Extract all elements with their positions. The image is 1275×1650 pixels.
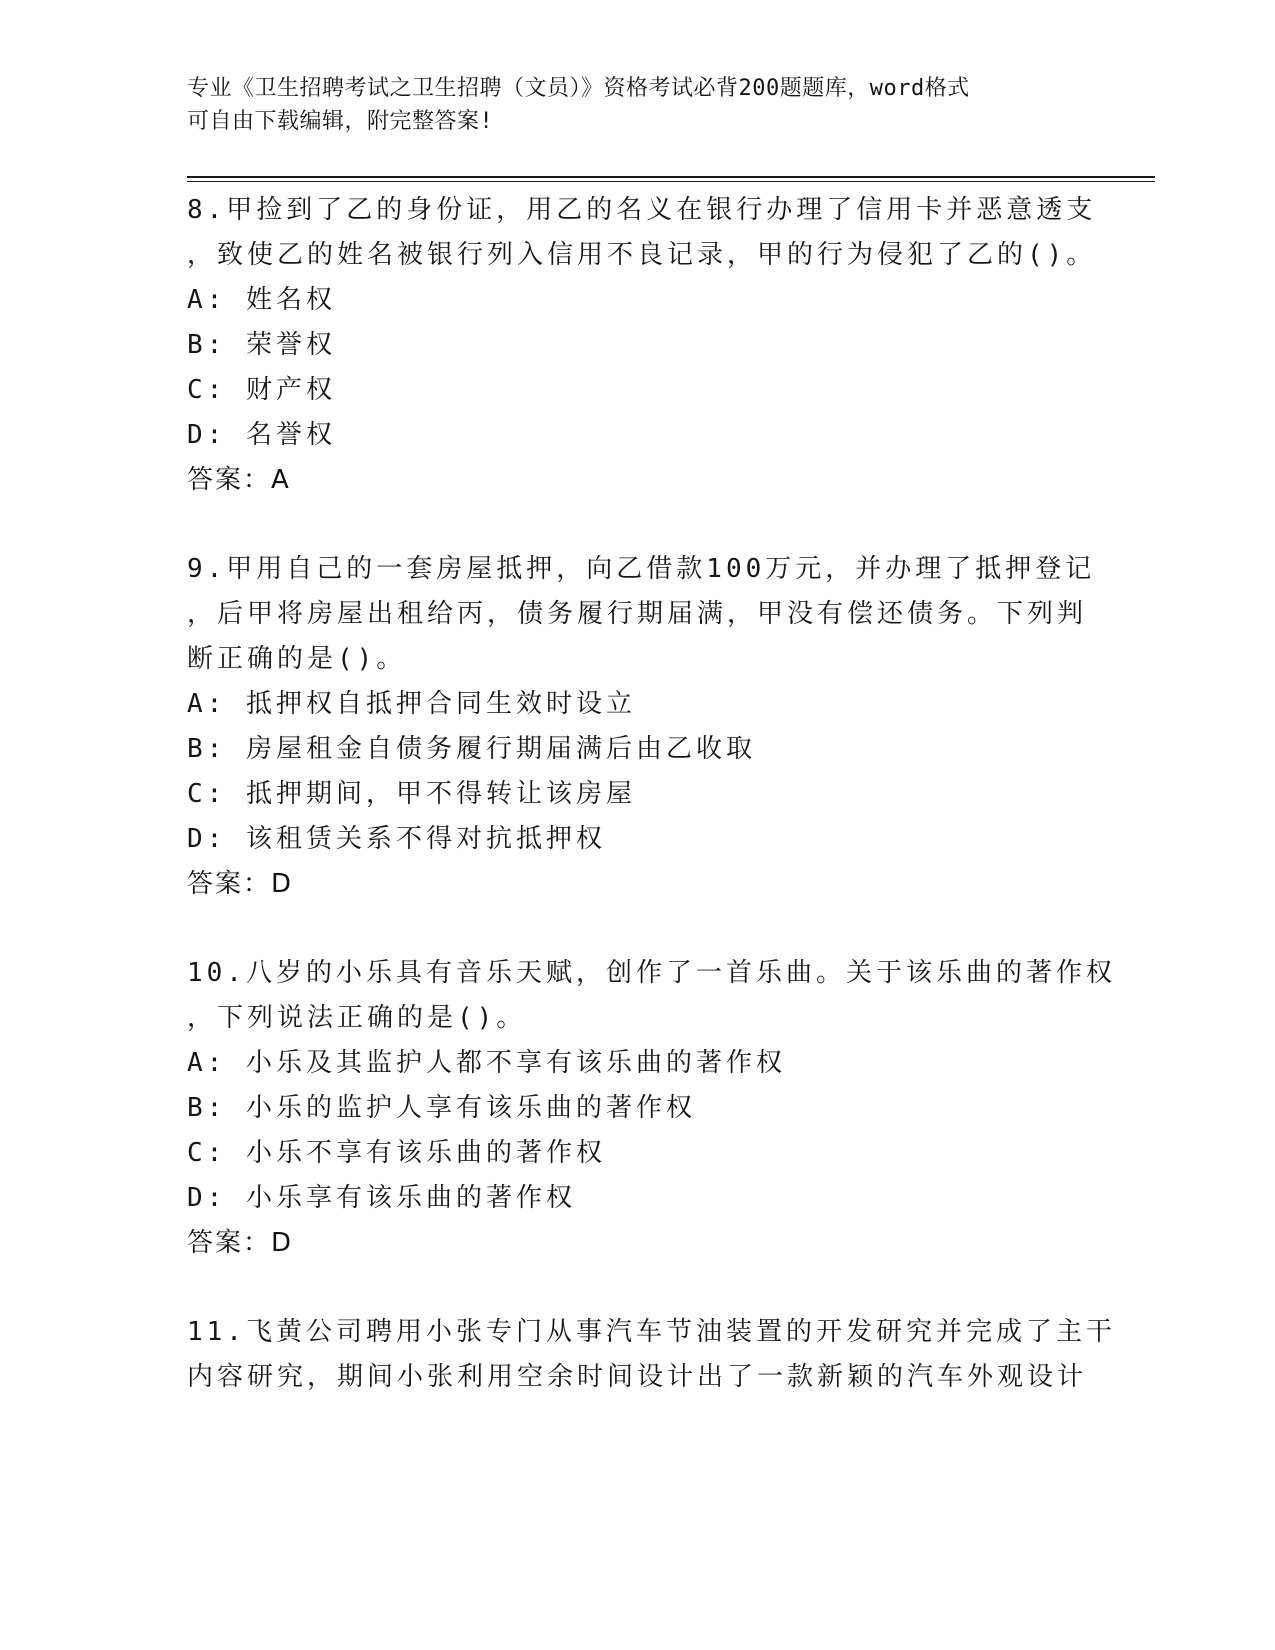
document-header [187,72,1087,138]
header-divider-thin [187,181,1155,182]
question-10-option-b: B: 小乐的监护人享有该乐曲的著作权 [187,1093,696,1123]
question-8-option-b: B: 荣誉权 [187,330,336,360]
question-9-stem-line-1: 9.甲用自己的一套房屋抵押，向乙借款100万元，并办理了抵押登记 [187,554,1096,584]
question-9 [187,547,1155,907]
question-8-stem-line-2: ，致使乙的姓名被银行列入信用不良记录，甲的行为侵犯了乙的()。 [187,240,1097,270]
question-10 [187,951,1155,1266]
question-8-stem-line-1: 8.甲捡到了乙的身份证，用乙的名义在银行办理了信用卡并恶意透支 [187,195,1097,225]
question-10-answer: 答案：D [187,1228,294,1258]
header-title-line-1: 专业《卫生招聘考试之卫生招聘（文员）》资格考试必背200题题库，word格式 [187,76,970,101]
question-8-option-d: D: 名誉权 [187,420,336,450]
question-11 [187,1310,1155,1400]
question-9-option-b: B: 房屋租金自债务履行期届满后由乙收取 [187,734,756,764]
question-11-stem-line-2: 内容研究，期间小张利用空余时间设计出了一款新颖的汽车外观设计 [187,1362,1088,1392]
question-10-option-d: D: 小乐享有该乐曲的著作权 [187,1183,576,1213]
question-9-option-d: D: 该租赁关系不得对抗抵押权 [187,824,606,854]
header-divider-thick [187,176,1155,178]
question-9-answer: 答案：D [187,869,294,899]
question-9-option-c: C: 抵押期间，甲不得转让该房屋 [187,779,636,809]
question-8-option-a: A: 姓名权 [187,285,336,315]
question-list [187,188,1155,1444]
question-8-answer: 答案：A [187,465,291,495]
question-10-option-a: A: 小乐及其监护人都不享有该乐曲的著作权 [187,1048,786,1078]
question-11-stem-line-1: 11.飞黄公司聘用小张专门从事汽车节油装置的开发研究并完成了主干 [187,1317,1116,1347]
question-9-option-a: A: 抵押权自抵押合同生效时设立 [187,689,636,719]
question-8-option-c: C: 财产权 [187,375,336,405]
question-10-stem-line-1: 10.八岁的小乐具有音乐天赋，创作了一首乐曲。关于该乐曲的著作权 [187,958,1116,988]
question-10-option-c: C: 小乐不享有该乐曲的著作权 [187,1138,606,1168]
header-title-line-2: 可自由下载编辑，附完整答案! [187,109,494,134]
question-9-stem-line-3: 断正确的是()。 [187,644,407,674]
question-9-stem-line-2: ，后甲将房屋出租给丙，债务履行期届满，甲没有偿还债务。下列判 [187,599,1088,629]
question-10-stem-line-2: ，下列说法正确的是()。 [187,1003,527,1033]
question-8 [187,188,1155,503]
